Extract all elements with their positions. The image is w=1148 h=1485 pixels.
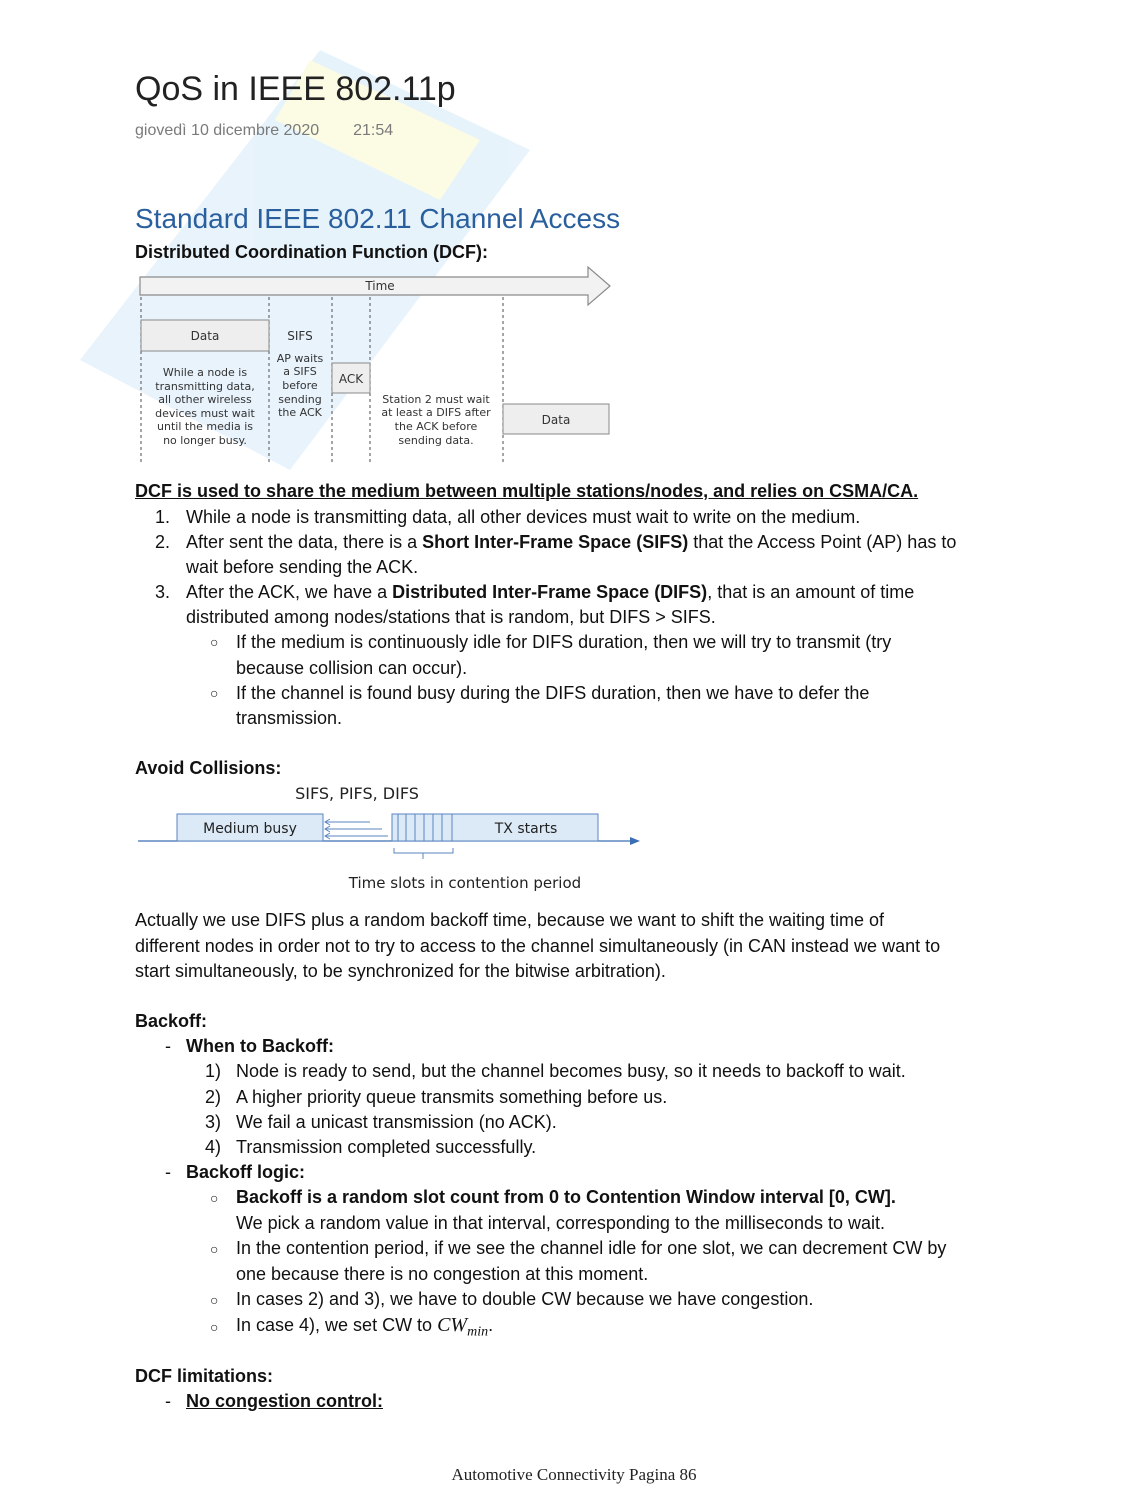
- limitations-label: DCF limitations:: [135, 1366, 273, 1386]
- page-footer: Automotive Connectivity Pagina 86: [451, 1465, 697, 1484]
- time-label: Time: [365, 279, 395, 293]
- station-note-4: sending data.: [398, 434, 474, 447]
- bullet-circle-icon: ○: [210, 1292, 219, 1308]
- node-note-4: devices must wait: [155, 407, 255, 420]
- section-heading: Standard IEEE 802.11 Channel Access: [135, 203, 621, 234]
- tx-starts-label: TX starts: [494, 821, 558, 837]
- ap-note-4: sending: [278, 393, 322, 406]
- ack-label: ACK: [338, 372, 364, 386]
- sub-item: If the channel is found busy during the DIFS duration, then we have to defer the: [236, 683, 870, 703]
- list-number: 3): [205, 1112, 222, 1132]
- list-item: Transmission completed successfully.: [236, 1137, 537, 1157]
- list-number: 2.: [155, 532, 171, 552]
- contention-diagram: [130, 780, 650, 895]
- paragraph-line: start simultaneously, to be synchronized for the bitwise arbitration).: [135, 961, 666, 981]
- bullet-circle-icon: ○: [210, 634, 219, 650]
- logic-item-cont: one because there is no congestion at this moment.: [236, 1264, 649, 1284]
- page-datetime: [135, 122, 393, 140]
- bullet-circle-icon: ○: [210, 1190, 219, 1206]
- bullet-circle-icon: ○: [210, 1241, 219, 1257]
- list-number: 4): [205, 1137, 222, 1157]
- data-frame-2-label: Data: [541, 413, 571, 427]
- slots-brace: [394, 848, 453, 853]
- when-label: When to Backoff:: [186, 1036, 334, 1056]
- list-item: A higher priority queue transmits something before us.: [236, 1087, 668, 1107]
- list-number: 1): [205, 1061, 222, 1081]
- list-item: After the ACK, we have a Distributed Inter-Frame Space (DIFS), that is an amount of time: [186, 582, 915, 602]
- node-note-3: all other wireless: [158, 393, 252, 406]
- ap-note-2: a SIFS: [283, 365, 317, 378]
- ifs-label: SIFS, PIFS, DIFS: [295, 784, 419, 803]
- list-item: We fail a unicast transmission (no ACK).: [236, 1112, 557, 1132]
- list-number: 1.: [155, 507, 171, 527]
- page-date: giovedì 10 dicembre 2020: [135, 122, 320, 139]
- sub-item: If the medium is continuously idle for DIFS duration, then we will try to transmit (try: [236, 632, 892, 652]
- node-note-2: transmitting data,: [155, 380, 255, 393]
- dash-bullet: -: [165, 1391, 171, 1411]
- page-title: QoS in IEEE 802.11p: [135, 70, 456, 108]
- avoid-label: Avoid Collisions:: [135, 758, 282, 778]
- logic-item: In cases 2) and 3), we have to double CW because we have congestion.: [236, 1289, 814, 1309]
- backoff-label: Backoff:: [135, 1011, 208, 1031]
- dcf-intro: DCF is used to share the medium between multiple stations/nodes, and relies on CSMA/CA.: [135, 481, 919, 501]
- page-time: 21:54: [353, 122, 394, 139]
- data-frame-1-label: Data: [190, 329, 220, 343]
- logic-label: Backoff logic:: [186, 1162, 306, 1182]
- bullet-circle-icon: ○: [210, 685, 219, 701]
- time-axis-arrowhead: [630, 837, 640, 845]
- logic-item: In case 4), we set CW to $CW_{min}$.: [236, 1314, 494, 1340]
- list-number: 2): [205, 1087, 222, 1107]
- sub-item-cont: transmission.: [236, 708, 343, 728]
- node-note-6: no longer busy.: [163, 434, 247, 447]
- list-item: Node is ready to send, but the channel becomes busy, so it needs to backoff to wait.: [236, 1061, 906, 1081]
- list-item-cont: distributed among nodes/stations that is random, but DIFS > SIFS.: [186, 607, 716, 627]
- paragraph-line: Actually we use DIFS plus a random backoff time, because we want to shift the waiting time of: [135, 910, 885, 930]
- medium-busy-label: Medium busy: [203, 821, 297, 837]
- sifs-label: SIFS: [287, 329, 313, 343]
- logic-item: Backoff is a random slot count from 0 to Contention Window interval [0, CW].: [236, 1187, 896, 1207]
- dash-bullet: -: [165, 1162, 171, 1182]
- ap-note-5: the ACK: [278, 406, 322, 419]
- station-note-3: the ACK before: [394, 420, 478, 433]
- node-note-1: While a node is: [162, 366, 248, 379]
- dash-bullet: -: [165, 1036, 171, 1056]
- node-note-5: until the media is: [157, 420, 253, 433]
- ap-note-1: AP waits: [276, 352, 324, 365]
- station-note-2: at least a DIFS after: [381, 406, 491, 419]
- bullet-circle-icon: ○: [210, 1319, 219, 1335]
- paragraph-line: different nodes in order not to try to access to the channel simultaneously (in CAN instead we want to: [135, 936, 941, 956]
- logic-item-cont: We pick a random value in that interval, corresponding to the milliseconds to wait.: [236, 1213, 885, 1233]
- list-item: While a node is transmitting data, all other devices must wait to write on the medium.: [186, 507, 861, 527]
- list-item: After sent the data, there is a Short Inter-Frame Space (SIFS) that the Access Point (AP) has to: [186, 532, 957, 552]
- logic-item: In the contention period, if we see the channel idle for one slot, we can decrement CW by: [236, 1238, 947, 1258]
- ap-note-3: before: [282, 379, 318, 392]
- sub-item-cont: because collision can occur).: [236, 658, 468, 678]
- limitation-item: No congestion control:: [186, 1391, 383, 1411]
- contention-slots: [392, 814, 452, 841]
- list-item-cont: wait before sending the ACK.: [186, 557, 419, 577]
- slots-label: Time slots in contention period: [348, 874, 582, 892]
- station-note-1: Station 2 must wait: [382, 393, 490, 406]
- list-number: 3.: [155, 582, 171, 602]
- dcf-timing-diagram: [130, 262, 620, 467]
- dcf-label: Distributed Coordination Function (DCF):: [135, 242, 488, 262]
